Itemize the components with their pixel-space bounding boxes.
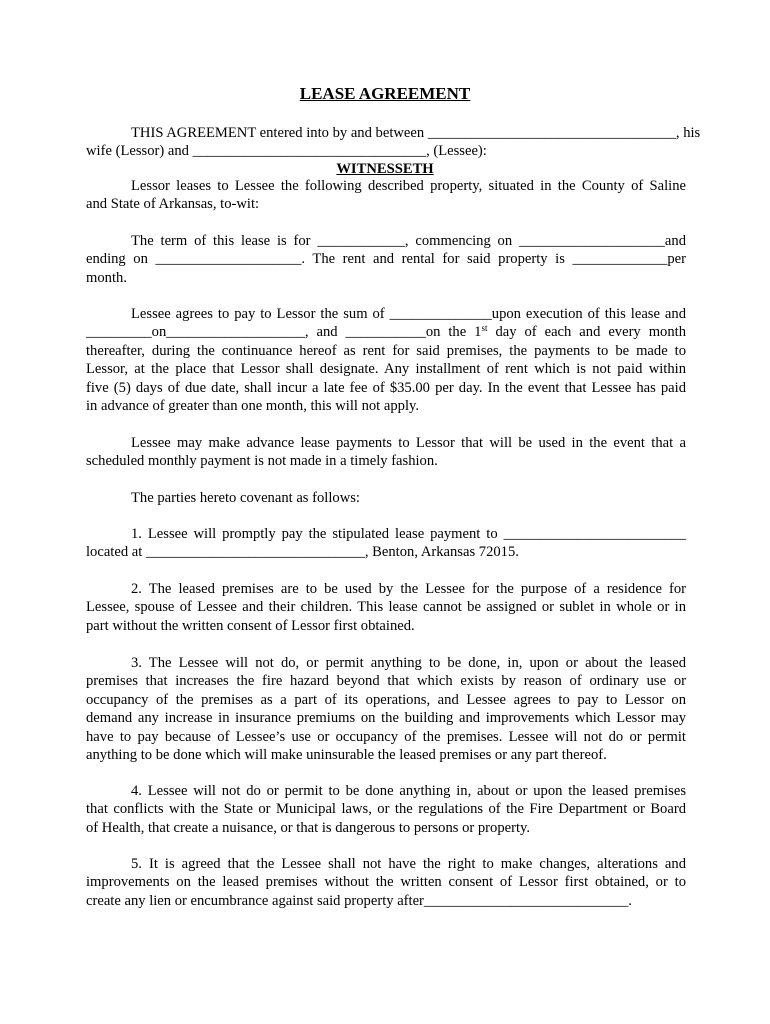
text-line: create any lien or encumbrance against said property after____________________________. [86,892,632,909]
text-fragment: day of each and every month [487,324,686,341]
text-line: of Health, that create a nuisance, or that is dangerous to persons or property. [86,819,531,836]
section-heading: WITNESSETH [336,161,434,177]
document-title: LEASE AGREEMENT [299,84,471,103]
intro-paragraph [86,124,701,161]
text-line: improvements on the leased premises without the written consent of Lessor first obtained, or to [86,874,686,891]
text-line: demand any increase in insurance premiums on the building and improvements which Lessor may [86,710,686,727]
clause-5 [86,855,686,910]
text-line: scheduled monthly payment is not made in a timely fashion. [86,453,438,470]
payment-paragraph [86,305,686,415]
clause-3 [86,654,686,764]
text-line: Lessee, spouse of Lessee and their children. This lease cannot be assigned or sublet in whole or in [86,599,686,616]
text-line: have to pay because of Lessee’s use or occupancy of the premises. Lessee will not do or permit [86,728,686,745]
text-line: Lessor, at the place that Lessor shall designate. Any installment of rent which is not paid within [86,361,686,378]
text-line: located at ______________________________, Benton, Arkansas 72015. [86,544,519,561]
text-line: ending on ____________________. The rent and rental for said property is _____________per [86,251,686,268]
witnesseth-paragraph [86,177,686,214]
text-line: wife (Lessor) and ________________________________, (Lessee): [86,143,487,160]
ordinal-suffix: st [481,323,488,334]
clause-1 [86,525,686,562]
text-line: THIS AGREEMENT entered into by and between __________________________________, his [131,125,701,141]
text-fragment: _________on___________________, and ___________on the 1 [86,324,482,341]
text-line: 3. The Lessee will not do, or permit anything to be done, in, upon or about the leased [131,655,686,671]
text-line: The parties hereto covenant as follows: [131,490,360,506]
clause-2 [86,580,686,635]
text-line: Lessor leases to Lessee the following described property, situated in the County of Saline [131,178,686,194]
text-line: 1. Lessee will promptly pay the stipulated lease payment to _________________________ [131,526,686,542]
advance-payment-paragraph [86,434,686,471]
text-line: premises that increases the fire hazard beyond that which exists by reason of ordinary use or [86,673,686,690]
text-line: Lessee agrees to pay to Lessor the sum of ______________upon execution of this lease and [131,306,686,322]
clause-4 [86,782,686,837]
covenant-intro [86,489,686,507]
text-line: thereafter, during the continuance hereof as rent for said premises, the payments to be made to [86,342,686,359]
text-line [86,323,686,341]
text-line: anything to be done which will make uninsurable the leased premises or any part thereof. [86,746,607,763]
text-line: part without the written consent of Lessor first obtained. [86,617,415,634]
text-line: in advance of greater than one month, this will not apply. [86,397,419,414]
text-line: 2. The leased premises are to be used by the Lessee for the purpose of a residence for [131,581,686,597]
text-line: that conflicts with the State or Municipal laws, or the regulations of the Fire Department or Board [86,801,686,818]
text-line: 5. It is agreed that the Lessee shall not have the right to make changes, alterations and [131,856,686,872]
text-line: month. [86,269,127,286]
text-line: and State of Arkansas, to-wit: [86,196,260,213]
term-paragraph [86,232,686,287]
text-line: 4. Lessee will not do or permit to be done anything in, about or upon the leased premises [131,783,686,799]
text-line: The term of this lease is for ____________, commencing on ____________________and [131,233,686,249]
text-line: Lessee may make advance lease payments to Lessor that will be used in the event that a [131,435,686,451]
text-line: five (5) days of due date, shall incur a late fee of $35.00 per day. In the event that Lessee has paid [86,379,686,396]
text-line: occupancy of the premises as a part of its operations, and Lessee agrees to pay to Lessor on [86,691,686,708]
